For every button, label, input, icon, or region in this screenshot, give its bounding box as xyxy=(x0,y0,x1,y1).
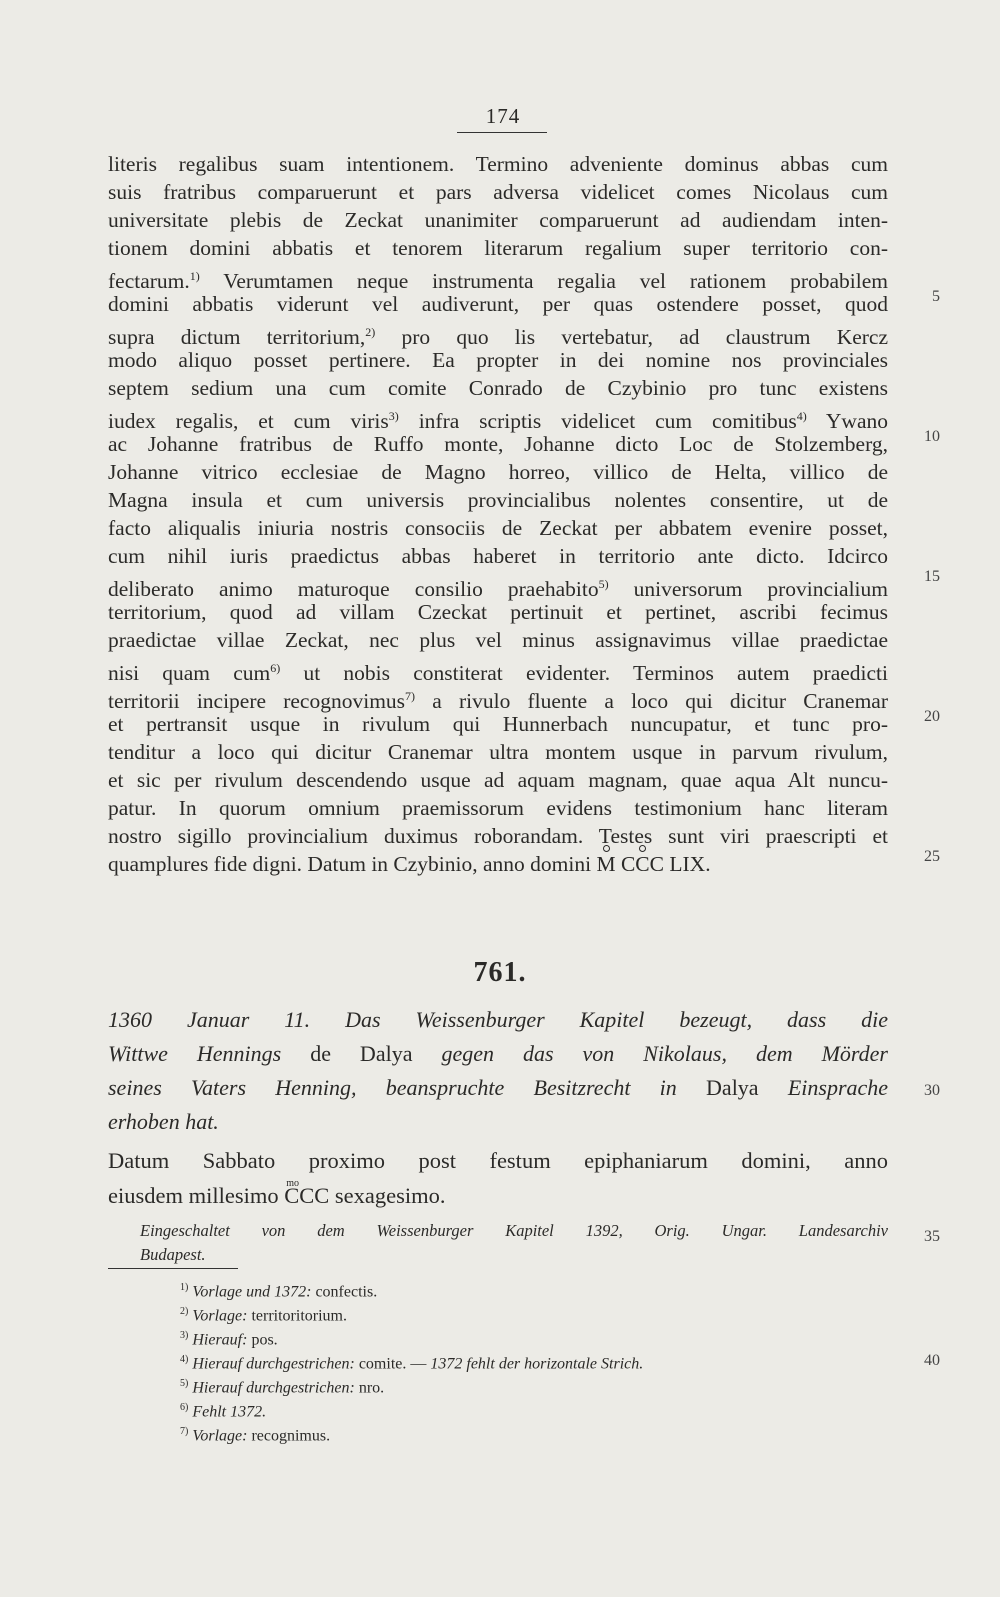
datum-line-2: eiusdem millesimo mo CCC sexagesimo. xyxy=(108,1181,888,1211)
body-line-2: suis fratribus comparuerunt et pars adversa videlicet comes Nicolaus cum xyxy=(108,180,888,204)
body-line-10: iudex regalis, et cum viris$^{3)}$ infra scriptis videlicet cum comitibus$^{4)}$ Ywano xyxy=(108,409,889,434)
body-line-8: modo aliquo posset pertinere. Ea propter in dei nomine nos provinciales xyxy=(108,348,888,372)
body-line-22: tenditur a loco qui dicitur Cranemar ultra montem usque in parvum rivulum, xyxy=(108,740,888,764)
regest-line-4: erhoben hat. xyxy=(108,1109,219,1134)
footnote-6: $^{6)}$ Fehlt 1372. xyxy=(180,1402,267,1421)
footnote-3: $^{3)}$ Hierauf: pos. xyxy=(180,1330,278,1349)
footnote-ref: 2) xyxy=(365,325,376,339)
footnote-rule xyxy=(108,1268,238,1269)
line-number: 15 xyxy=(924,568,940,585)
line-number: 20 xyxy=(924,708,940,725)
line-number: 10 xyxy=(924,428,940,445)
body-line-17: territorium, quod ad villam Czeckat pertinuit et pertinet, ascribi fecimus xyxy=(108,600,888,624)
line-number: 35 xyxy=(924,1228,940,1245)
body-line-7: supra dictum territorium,$^{2)}$ pro quo lis vertebatur, ad claustrum Kercz xyxy=(108,325,889,350)
body-line-14: facto aliqualis iniuria nostris consociis de Zeckat per abbatem evenire posset, xyxy=(108,516,888,540)
body-line-25: nostro sigillo provincialium duximus roborandam. Testes sunt viri praescripti et xyxy=(108,824,888,848)
footnote-ref: 5) xyxy=(598,577,609,591)
body-line-21: et pertransit usque in rivulum qui Hunnerbach nuncupatur, et tunc pro- xyxy=(108,712,888,736)
body-line-24: patur. In quorum omnium praemissorum evidens testimonium hanc literam xyxy=(108,796,888,820)
footnote-4: $^{4)}$ Hierauf durchgestrichen: comite. — 1372 fehlt der horizontale Strich. xyxy=(180,1354,644,1373)
regest-line-2: Wittwe Hennings de Dalya gegen das von Nikolaus, dem Mörder xyxy=(108,1041,888,1066)
body-line-19: nisi quam cum$^{6)}$ ut nobis constiterat evidenter. Terminos autem praedicti xyxy=(108,661,888,686)
regest-line-1: 1360 Januar 11. Das Weissenburger Kapitel bezeugt, dass die xyxy=(108,1007,888,1032)
footnote-ref: 7) xyxy=(405,689,416,703)
footnote-ref: 6) xyxy=(270,661,281,675)
body-line-18: praedictae villae Zeckat, nec plus vel minus assignavimus villae praedictae xyxy=(108,628,888,652)
footnote-ref: 1) xyxy=(189,269,200,283)
page-number-rule xyxy=(457,132,547,133)
line-number: 40 xyxy=(924,1352,940,1369)
regest-line-3: seines Vaters Henning, beanspruchte Besitzrecht in Dalya Einsprache xyxy=(108,1075,889,1100)
line-number: 5 xyxy=(932,288,940,305)
body-line-13: Magna insula et cum universis provincialibus nolentes consentire, ut de xyxy=(108,488,888,512)
footnote-1: $^{1)}$ Vorlage und 1372: confectis. xyxy=(180,1282,378,1301)
body-line-15: cum nihil iuris praedictus abbas haberet in territorio ante dicto. Idcirco xyxy=(108,544,888,568)
body-line-3: universitate plebis de Zeckat unanimiter comparuerunt ad audiendam inten- xyxy=(108,208,888,232)
footnote-ref: 4) xyxy=(796,409,807,423)
body-line-9: septem sedium una cum comite Conrado de Czybinio pro tunc existens xyxy=(108,376,888,400)
document-number: 761. xyxy=(473,957,527,988)
footnote-2: $^{2)}$ Vorlage: territoritorium. xyxy=(180,1306,347,1325)
body-line-4: tionem domini abbatis et tenorem literarum regalium super territorio con- xyxy=(108,236,888,260)
source-note-line-2: Budapest. xyxy=(140,1245,206,1264)
body-line-20: territorii incipere recognovimus$^{7)}$ a rivulo fluente a loco qui dicitur Cranemar xyxy=(108,689,888,714)
datum-line-1: Datum Sabbato proximo post festum epiphaniarum domini, anno xyxy=(108,1148,888,1173)
body-line-16: deliberato animo maturoque consilio praehabito$^{5)}$ universorum provincialium xyxy=(108,577,888,602)
body-line-26: quamplures fide digni. Datum in Czybinio, anno domini M CCC LIX. xyxy=(108,852,711,876)
body-line-5: fectarum.$^{1)}$ Verumtamen neque instrumenta regalia vel rationem probabilem xyxy=(108,269,888,294)
line-number: 30 xyxy=(924,1082,940,1099)
footnote-5: $^{5)}$ Hierauf durchgestrichen: nro. xyxy=(180,1378,385,1397)
line-number: 25 xyxy=(924,848,940,865)
body-line-1: literis regalibus suam intentionem. Termino adveniente dominus abbas cum xyxy=(108,152,888,176)
body-line-11: ac Johanne fratribus de Ruffo monte, Johanne dicto Loc de Stolzemberg, xyxy=(108,432,888,456)
footnote-ref: 3) xyxy=(388,409,399,423)
body-line-23: et sic per rivulum descendendo usque ad aquam magnam, quae aqua Alt nuncu- xyxy=(108,768,888,792)
body-line-6: domini abbatis viderunt vel audiverunt, per quas ostendere posset, quod xyxy=(108,292,888,316)
page-number: 174 xyxy=(485,104,521,128)
footnote-7: $^{7)}$ Vorlage: recognimus. xyxy=(180,1426,331,1445)
body-line-12: Johanne vitrico ecclesiae de Magno horreo, villico de Helta, villico de xyxy=(108,460,888,484)
source-note-line-1: Eingeschaltet von dem Weissenburger Kapitel 1392, Orig. Ungar. Landesarchiv xyxy=(140,1221,888,1240)
